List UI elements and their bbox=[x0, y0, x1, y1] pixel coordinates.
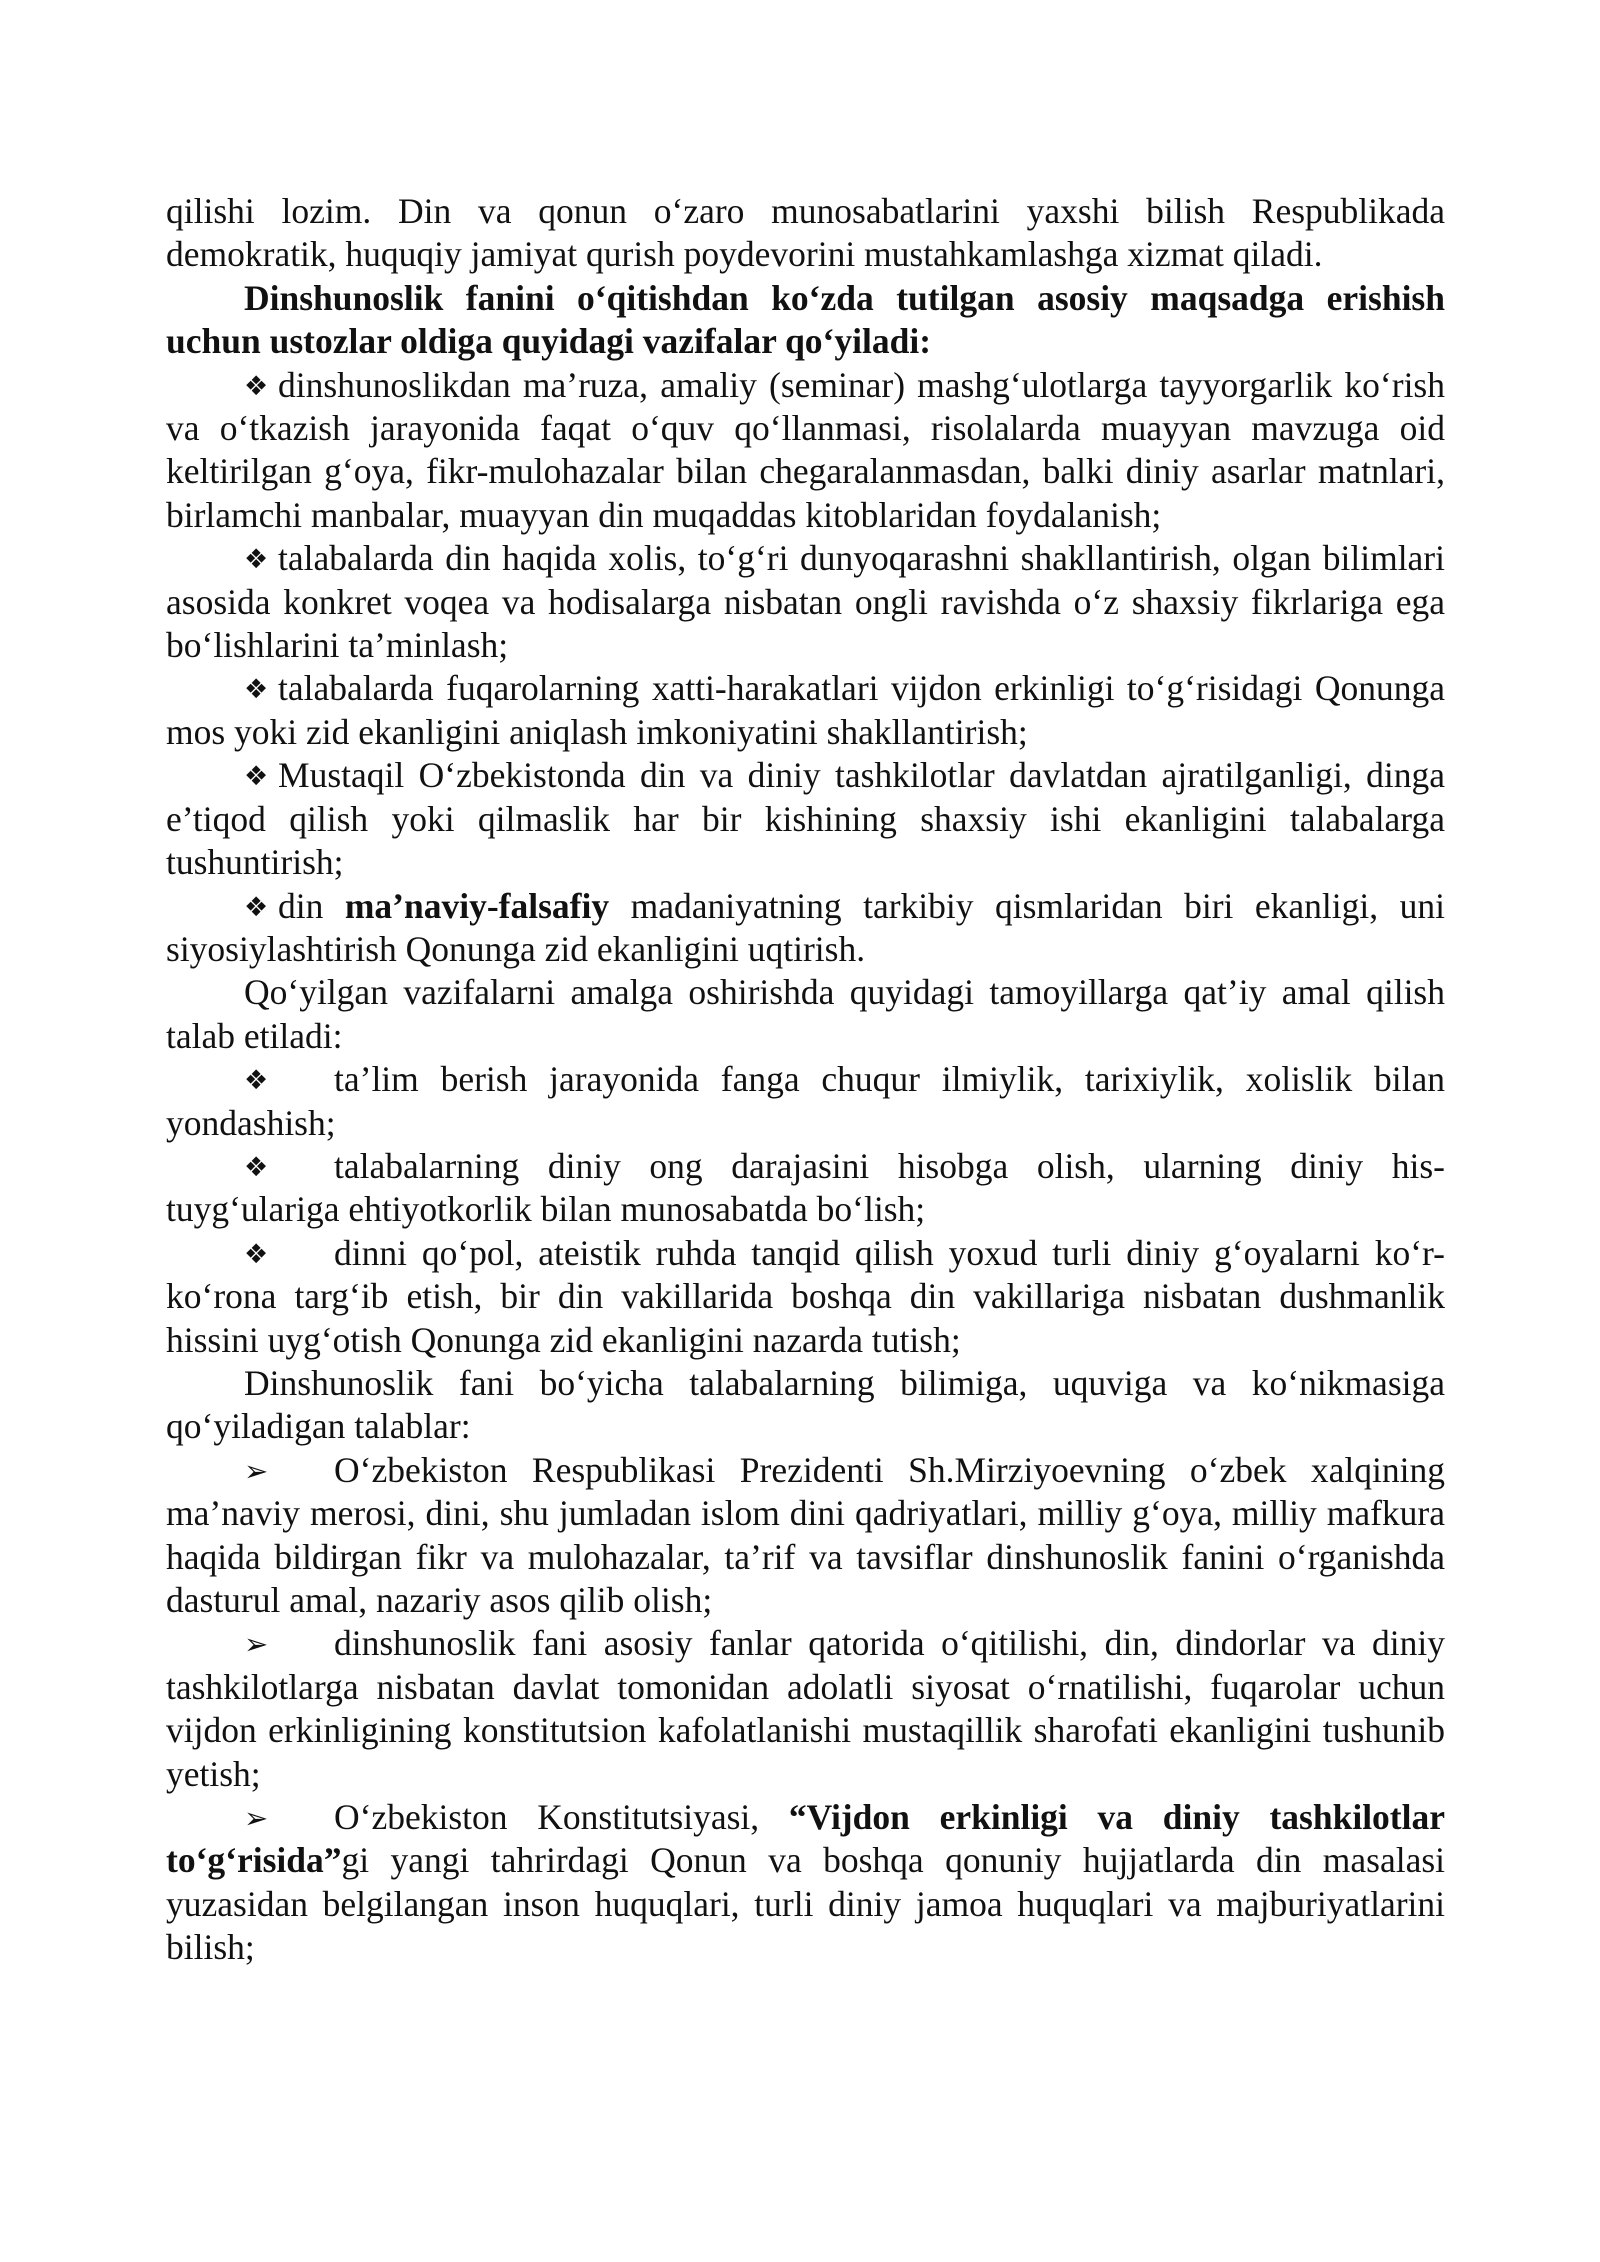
task-item-1 bbox=[166, 364, 1445, 538]
task-item-4 bbox=[166, 754, 1445, 884]
requirement-item-3-bold: “Vijdon erkinligi va diniy tashkilotlar to‘g‘risida” bbox=[166, 1797, 1445, 1881]
diamond-bullet-icon: ❖ bbox=[244, 544, 269, 576]
intro-paragraph: qilishi lozim. Din va qonun o‘zaro munosabatlarini yaxshi bilish Respublikada demokratik, huquqiy jamiyat qurish poydevorini mustahkamlashga xizmat qiladi. bbox=[166, 191, 1445, 275]
task-item-3 bbox=[166, 667, 1445, 754]
requirement-item-1 bbox=[166, 1449, 1445, 1623]
document-page bbox=[166, 190, 1445, 1970]
arrowhead-bullet-icon: ➢ bbox=[244, 1627, 269, 1662]
requirements-intro: Dinshunoslik fani bo‘yicha talabalarning bilimiga, uquviga va ko‘nikmasiga qo‘yiladigan talablar: bbox=[166, 1362, 1445, 1447]
arrowhead-bullet-icon: ➢ bbox=[244, 1801, 269, 1836]
task-item-5-bold: ma’naviy-falsafiy bbox=[344, 885, 610, 926]
task-item-2-text: talabalarda din haqida xolis, to‘g‘ri dunyoqarashni shakllantirish, olgan bilimlari asosida konkret voqea va hodisalarga nisbatan ongli ravishda o‘z shaxsiy fikrlariga ega bo‘lishlarini ta’minlash; bbox=[166, 538, 1445, 666]
diamond-bullet-icon: ❖ bbox=[244, 1238, 269, 1270]
principle-item-3-text: dinni qo‘pol, ateistik ruhda tanqid qilish yoxud turli diniy g‘oyalarni ko‘r-ko‘rona targ‘ib etish, bir din vakillarida boshqa din vakillariga nisbatan dushmanlik hissini uyg‘otish Qonunga zid ekanligini nazarda tutish; bbox=[166, 1232, 1445, 1360]
task-item-1-text: dinshunoslikdan ma’ruza, amaliy (seminar) mashg‘ulotlarga tayyorgarlik ko‘rish va o‘tkazish jarayonida faqat o‘quv qo‘llanmasi, risolalarda muayyan mavzuga oid keltirilgan g‘oya, fikr-mulohazalar bilan chegaralanmasdan, balki diniy asarlar matnlari, birlamchi manbalar, muayyan din muqaddas kitoblaridan foydalanish; bbox=[166, 364, 1445, 535]
requirement-item-1-text: O‘zbekiston Respublikasi Prezidenti Sh.Mirziyoevning o‘zbek xalqining ma’naviy merosi, dini, shu jumladan islom dini qadriyatlari, milliy g‘oya, milliy mafkura haqida bildirgan fikr va mulohazalar, ta’rif va tavsiflar dinshunoslik fanini o‘rganishda dasturul amal, nazariy asos qilib olish; bbox=[166, 1449, 1445, 1620]
principles-intro: Qo‘yilgan vazifalarni amalga oshirishda quyidagi tamoyillarga qat’iy amal qilish talab etiladi: bbox=[166, 972, 1445, 1056]
tasks-heading-text: Dinshunoslik fanini o‘qitishdan ko‘zda tutilgan asosiy maqsadga erishish uchun ustozlar oldiga quyidagi vazifalar qo‘yiladi: bbox=[166, 277, 1445, 362]
principle-item-3 bbox=[166, 1232, 1445, 1362]
tasks-heading bbox=[166, 277, 1445, 364]
diamond-bullet-icon: ❖ bbox=[244, 761, 269, 793]
task-item-3-text: talabalarda fuqarolarning xatti-harakatlari vijdon erkinligi to‘g‘risidagi Qonunga mos yoki zid ekanligini aniqlash imkoniyatini shakllantirish; bbox=[166, 668, 1445, 752]
diamond-bullet-icon: ❖ bbox=[244, 370, 269, 402]
task-item-2 bbox=[166, 537, 1445, 667]
diamond-bullet-icon: ❖ bbox=[244, 1065, 269, 1097]
diamond-bullet-icon: ❖ bbox=[244, 674, 269, 706]
task-item-5-before: din bbox=[278, 885, 345, 926]
requirement-item-2 bbox=[166, 1622, 1445, 1796]
requirement-item-2-text: dinshunoslik fani asosiy fanlar qatorida o‘qitilishi, din, dindorlar va diniy tashkilotlarga nisbatan davlat tomonidan adolatli siyosat o‘rnatilishi, fuqarolar uchun vijdon erkinligining konstitutsion kafolatlanishi mustaqillik sharofati ekanligini tushunib yetish; bbox=[166, 1623, 1445, 1794]
task-item-5-after: madaniyatning tarkibiy qismlaridan biri ekanligi, uni siyosiylashtirish Qonunga zid ekanligini uqtirish. bbox=[166, 885, 1445, 969]
diamond-bullet-icon: ❖ bbox=[244, 891, 269, 923]
principle-item-1-text: ta’lim berish jarayonida fanga chuqur ilmiylik, tarixiylik, xolislik bilan yondashish; bbox=[166, 1059, 1445, 1143]
task-item-5 bbox=[166, 885, 1445, 972]
requirement-item-3 bbox=[166, 1796, 1445, 1970]
requirement-item-3-before: O‘zbekiston Konstitutsiyasi, bbox=[334, 1797, 789, 1838]
principle-item-2-text: talabalarning diniy ong darajasini hisobga olish, ularning diniy his-tuyg‘ulariga ehtiyotkorlik bilan munosabatda bo‘lish; bbox=[166, 1145, 1445, 1230]
requirement-item-3-after: gi yangi tahrirdagi Qonun va boshqa qonuniy hujjatlarda din masalasi yuzasidan belgilangan inson huquqlari, turli diniy jamoa huquqlari va majburiyatlarini bilish; bbox=[166, 1840, 1445, 1968]
arrowhead-bullet-icon: ➢ bbox=[244, 1453, 269, 1488]
principle-item-1 bbox=[166, 1058, 1445, 1145]
diamond-bullet-icon: ❖ bbox=[244, 1151, 269, 1183]
task-item-4-text: Mustaqil O‘zbekistonda din va diniy tashkilotlar davlatdan ajratilganligi, dinga e’tiqod qilish yoki qilmaslik har bir kishining shaxsiy ishi ekanligini talabalarga tushuntirish; bbox=[166, 755, 1445, 883]
principle-item-2 bbox=[166, 1145, 1445, 1232]
